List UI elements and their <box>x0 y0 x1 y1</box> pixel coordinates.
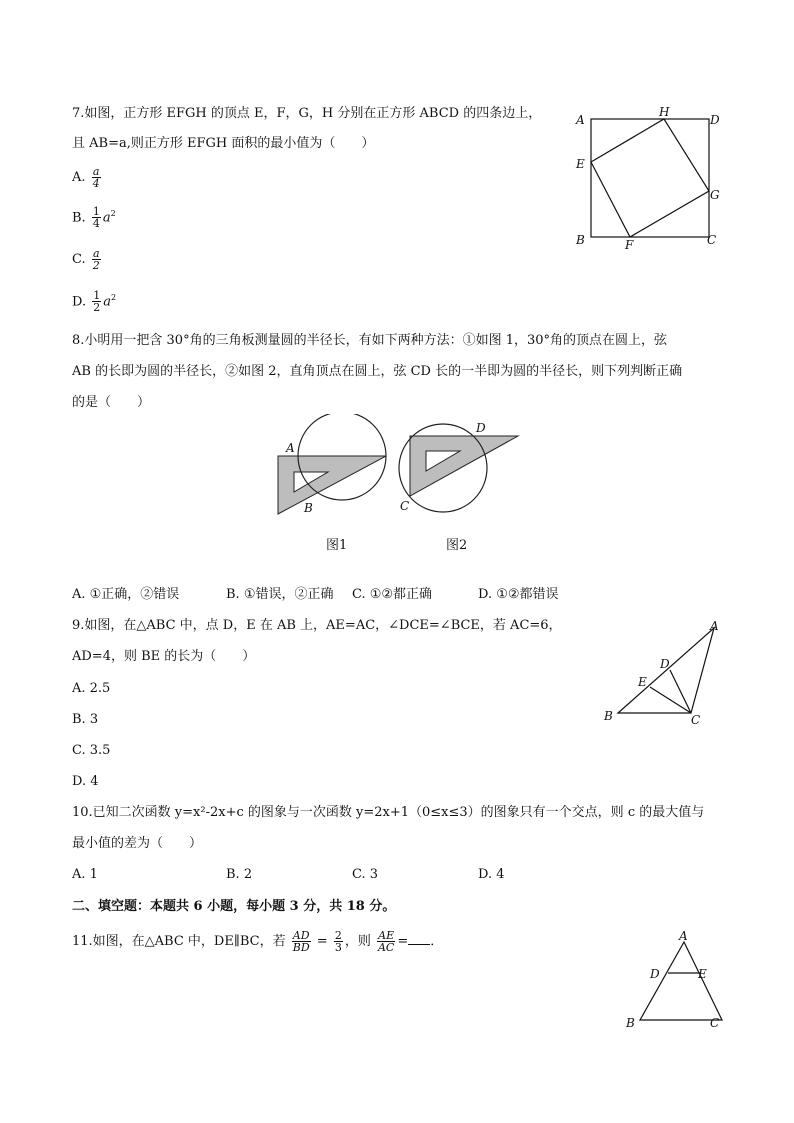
q9-option-b: B. 3 <box>72 712 99 727</box>
label-d: D <box>660 657 670 671</box>
q7-option-c <box>72 248 103 271</box>
fig1-caption: 图1 <box>326 538 348 553</box>
square-abcd <box>591 119 709 237</box>
q10-option-a: A. 1 <box>72 867 98 882</box>
q8-option-a: A. ①正确，②错误 <box>72 587 180 602</box>
label-g: G <box>710 188 720 202</box>
label-f: F <box>625 238 634 252</box>
denominator: 4 <box>92 177 100 190</box>
numerator: AD <box>292 929 310 942</box>
q9-option-c: C. 3.5 <box>72 743 111 758</box>
denominator: 2 <box>92 259 100 272</box>
q9-option-a: A. 2.5 <box>72 681 111 696</box>
q7-stem-line2: 且 AB=a,则正方形 EFGH 面积的最小值为（ ） <box>72 136 375 151</box>
fraction <box>92 206 101 229</box>
label-d: D <box>476 421 486 435</box>
q9-stem-line1: 9.如图，在△ABC 中，点 D，E 在 AB 上，AE=AC，∠DCE=∠BCE，若 AC=6， <box>72 618 562 633</box>
variable: a <box>102 210 111 226</box>
q11-triangle-figure <box>620 928 730 1034</box>
label-h: H <box>659 105 670 119</box>
exponent: 2 <box>111 293 117 302</box>
exponent: 2 <box>110 209 116 218</box>
fraction-ad-bd <box>292 930 311 953</box>
label-a: A <box>710 619 719 633</box>
q9-stem-line2: AD=4，则 BE 的长为（ ） <box>72 649 256 664</box>
q7-option-a <box>72 166 103 189</box>
numerator: a <box>92 247 100 260</box>
figure-1 <box>278 414 386 515</box>
option-label: A. <box>72 170 86 185</box>
denominator: 2 <box>93 301 101 315</box>
label-b: B <box>304 501 313 515</box>
square-efgh <box>591 119 709 237</box>
q10-option-c: C. 3 <box>352 867 379 882</box>
label-e: E <box>638 675 647 689</box>
set-square-2 <box>410 436 518 496</box>
numerator: a <box>92 165 100 178</box>
label-b: B <box>576 233 585 247</box>
q10-stem-line2: 最小值的差为（ ） <box>72 836 203 851</box>
label-d: D <box>650 967 660 981</box>
label-b: B <box>604 709 613 723</box>
option-label: D. <box>72 294 87 310</box>
q8-option-d: D. ①②都错误 <box>478 587 559 602</box>
q8-option-c: C. ①②都正确 <box>352 587 433 602</box>
q10-stem-line1: 10.已知二次函数 y=x²-2x+c 的图象与一次函数 y=2x+1（0≤x≤3）的图象只有一个交点，则 c 的最大值与 <box>72 805 705 820</box>
label-a: A <box>576 113 585 127</box>
label-e: E <box>576 157 585 171</box>
numerator: AE <box>378 929 395 942</box>
q7-stem-line1: 7.如图，正方形 EFGH 的顶点 E，F，G，H 分别在正方形 ABCD 的四条边上， <box>72 106 542 121</box>
numerator: 2 <box>334 929 342 942</box>
fraction <box>92 290 101 313</box>
q9-triangle-figure <box>596 614 736 726</box>
label-e: E <box>698 967 707 981</box>
fraction <box>92 248 101 271</box>
numerator: 1 <box>92 205 100 219</box>
triangle-abc <box>640 942 722 1020</box>
answer-blank[interactable] <box>408 934 430 945</box>
q7-square-figure <box>570 104 730 254</box>
q8-option-b: B. ①错误，②正确 <box>226 587 334 602</box>
variable: a <box>103 294 111 310</box>
figure-2 <box>399 421 518 513</box>
denominator: AC <box>377 941 395 954</box>
stem-text: ． <box>430 934 444 949</box>
q7-option-d <box>72 290 116 313</box>
label-b: B <box>626 1016 635 1030</box>
label-c: C <box>691 713 701 726</box>
label-c: C <box>400 499 410 513</box>
q11-stem <box>72 928 443 956</box>
q8-figures <box>270 414 530 524</box>
q10-option-b: B. 2 <box>226 867 253 882</box>
q10-option-d: D. 4 <box>478 867 505 882</box>
denominator: BD <box>292 941 310 954</box>
label-c: C <box>710 1016 720 1030</box>
denominator: 3 <box>334 941 342 954</box>
label-a: A <box>286 441 295 455</box>
q9-option-d: D. 4 <box>72 774 99 789</box>
fraction-ae-ac <box>377 930 395 953</box>
label-d: D <box>710 113 720 127</box>
stem-text: 11.如图，在△ABC 中，DE∥BC，若 <box>72 934 286 949</box>
set-square-1 <box>278 456 386 514</box>
option-label: C. <box>72 252 86 267</box>
equals-sign: = <box>397 934 409 949</box>
section-2-heading: 二、填空题：本题共 6 小题，每小题 3 分，共 18 分。 <box>72 899 396 914</box>
q8-stem-line3: 的是（ ） <box>72 395 151 410</box>
equals-sign: = <box>316 934 328 949</box>
option-label: B. <box>72 210 86 226</box>
label-a: A <box>679 929 688 943</box>
label-c: C <box>707 233 717 247</box>
fraction-two-thirds <box>334 930 343 953</box>
fraction <box>92 166 101 189</box>
q8-stem-line2: AB 的长即为圆的半径长，②如图 2，直角顶点在圆上，弦 CD 长的一半即为圆的半径长，则下列判断正确 <box>72 364 683 379</box>
fig2-caption: 图2 <box>446 538 468 553</box>
denominator: 4 <box>92 217 100 231</box>
q8-stem-line1: 8.小明用一把含 30°角的三角板测量圆的半径长，有如下两种方法：①如图 1，30°角的顶点在圆上，弦 <box>72 333 668 348</box>
numerator: 1 <box>93 289 101 303</box>
stem-text: ，则 <box>344 934 371 949</box>
q7-option-b <box>72 206 116 229</box>
